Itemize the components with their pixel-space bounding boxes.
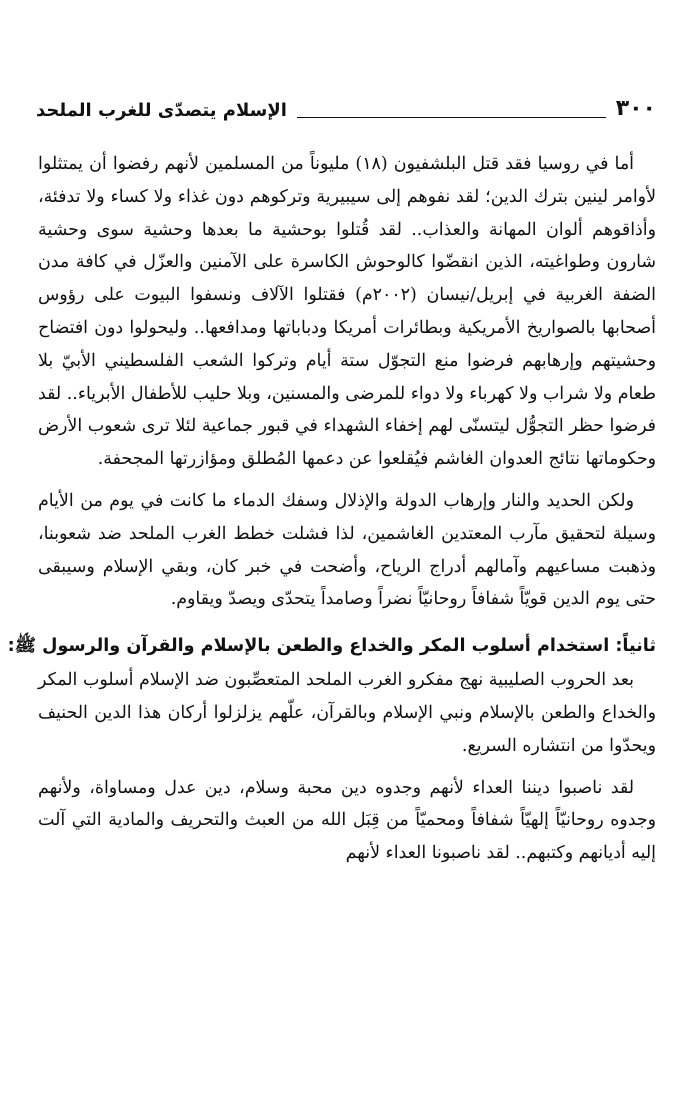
running-title: الإسلام يتصدّى للغرب الملحد — [36, 100, 287, 121]
paragraph: لقد ناصبوا ديننا العداء لأنهم وجدوه دين محبة وسلام، دين عدل ومساواة، ولأنهم وجدوه روحانيّاً إلهيّاً شفافاً ومحميّاً من قِبَل الله من العبث والتحريف والمادية التي آلت إليه أديانهم وكتبهم.. لقد ناصبونا العداء لأنهم — [38, 777, 656, 864]
page-header — [36, 84, 656, 124]
paragraph: أما في روسيا فقد قتل البلشفيون (١٨) مليوناً من المسلمين لأنهم رفضوا أن يمتثلوا لأوامر لينين بترك الدين؛ لقد نفوهم إلى سيبيرية وتركوهم دون غذاء ولا كساء ولا تدفئة، وأذاقوهم ألوان المهانة والعذاب.. لقد قُتلوا بوحشية ما بعدها وحشية سوى وحشية شارون وطواغيته، الذين انقضّوا كالوحوش الكاسرة على الآمنين والعزّل في كافة مدن الضفة الغربية في إبريل/نيسان (٢٠٠٢م) فقتلوا الآلاف ونسفوا البيوت على رؤوس أصحابها بالصواريخ الأمريكية وبطائرات أمريكا ودباباتها ومدافعها.. وليحولوا دون افتضاح وحشيتهم وإرهابهم فرضوا منع التجوّل ستة أيام وتركوا الشعب الفلسطيني الأبيّ بلا طعام ولا شراب ولا كهرباء ولا دواء للمرضى والمسنين، وبلا حليب للأطفال الأبرياء.. لقد فرضوا حظر التجوُّل ليتسنّى لهم إخفاء الشهداء في قبور جماعية لئلا ترى شعوب الأرض وحكوماتها نتائج العدوان الغاشم فيُقلعوا عن دعمها المُطلق ومؤازرتها المجحفة. — [38, 154, 657, 470]
paragraph: ولكن الحديد والنار وإرهاب الدولة والإذلال وسفك الدماء ما كانت في يوم من الأيام وسيلة لتحقيق مآرب المعتدين الغاشمين، لذا فشلت خطط الغرب الملحد ضد شعوبنا، وذهبت مساعيهم وآمالهم أدراج الرياح، وأضحت في خبر كان، وبقي الإسلام وسيبقى حتى يوم الدين قويّاً شفافاً روحانيّاً نضراً وصامداً يتحدّى ويصدّ ويقاوم. — [38, 490, 656, 610]
header-rule — [297, 117, 606, 118]
page-number: ٣٠٠ — [615, 96, 656, 121]
page-body — [7, 148, 657, 870]
section-heading: ثانياً: استخدام أسلوب المكر والخداع والطعن بالإسلام والقرآن والرسول ﷺ: — [7, 636, 656, 657]
paragraph: بعد الحروب الصليبية نهج مفكرو الغرب الملحد المتعصِّبون ضد الإسلام أسلوب المكر والخداع والطعن بالإسلام ونبي الإسلام وبالقرآن، علّهم يزلزلوا أركان هذا الدين الحنيف ويحدّوا من انتشاره السريع. — [38, 670, 656, 756]
